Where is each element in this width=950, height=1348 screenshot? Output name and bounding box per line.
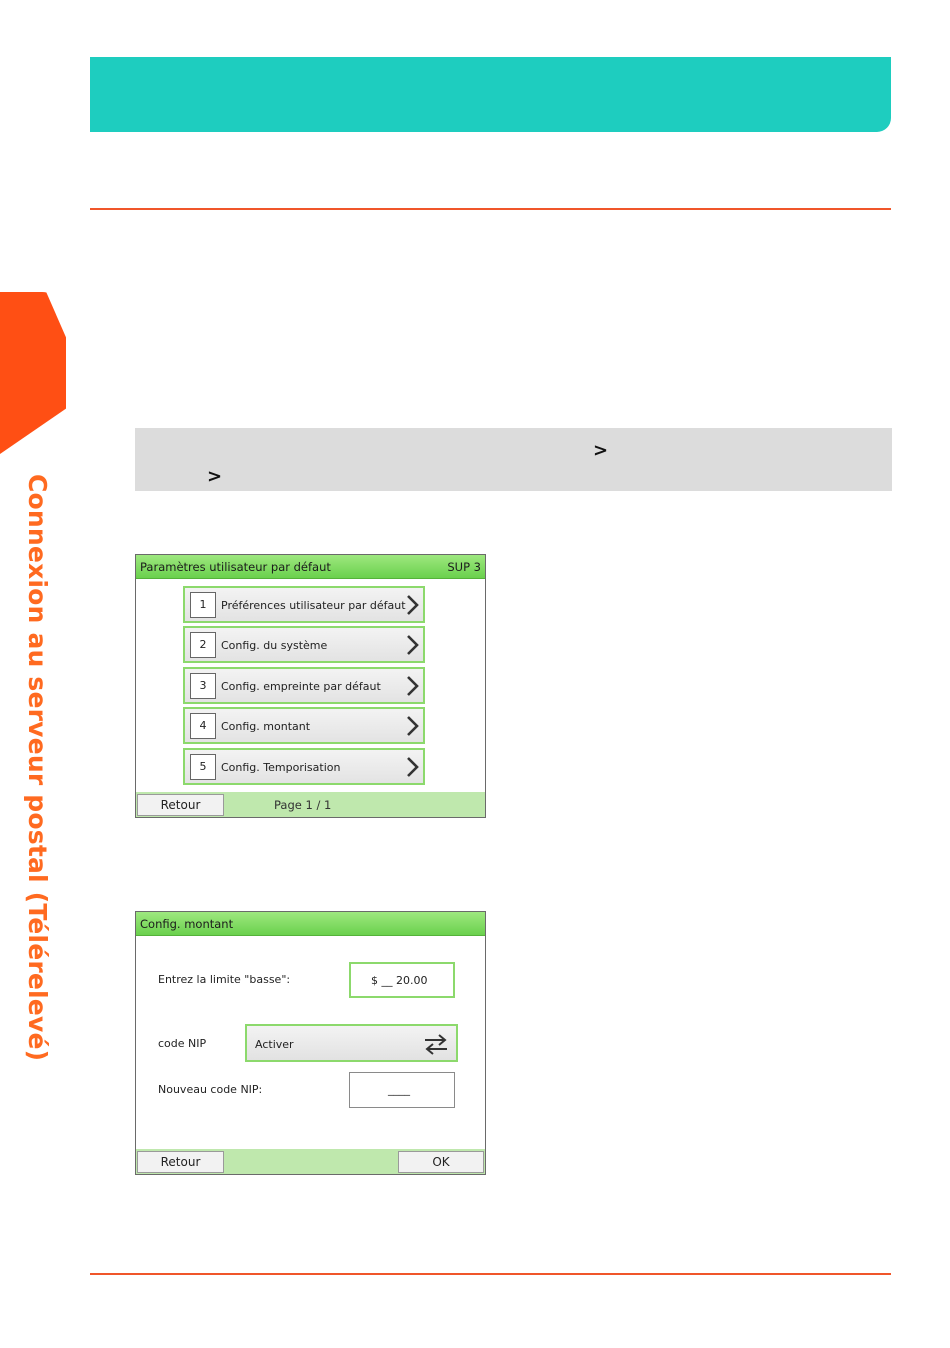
screen-title: Paramètres utilisateur par défaut bbox=[140, 560, 331, 574]
menu-item-user-preferences[interactable] bbox=[183, 586, 425, 623]
new-pin-input[interactable]: ____ bbox=[349, 1072, 455, 1108]
screen-footer bbox=[136, 792, 485, 817]
screen-title: Config. montant bbox=[140, 917, 234, 931]
top-divider bbox=[90, 208, 891, 210]
menu-item-number: 3 bbox=[190, 673, 216, 699]
back-button[interactable]: Retour bbox=[137, 794, 224, 816]
chapter-tab bbox=[0, 292, 66, 454]
menu-item-number: 1 bbox=[190, 592, 216, 618]
menu-item-label: Config. empreinte par défaut bbox=[221, 680, 381, 693]
back-button[interactable]: Retour bbox=[137, 1151, 224, 1173]
path-separator-2: > bbox=[207, 466, 223, 487]
screen-footer bbox=[136, 1149, 485, 1174]
chevron-right-icon bbox=[405, 675, 419, 697]
page-indicator: Page 1 / 1 bbox=[274, 798, 332, 812]
chevron-right-icon bbox=[405, 594, 419, 616]
screen-header bbox=[136, 555, 485, 579]
menu-item-label: Config. du système bbox=[221, 639, 328, 652]
menu-item-number: 2 bbox=[190, 632, 216, 658]
pin-code-label: code NIP bbox=[158, 1037, 207, 1050]
path-separator-1: > bbox=[593, 440, 609, 461]
chevron-right-icon bbox=[405, 756, 419, 778]
swap-arrows-icon bbox=[422, 1032, 450, 1056]
screen-default-user-settings bbox=[135, 554, 486, 818]
menu-item-timeout-config[interactable] bbox=[183, 748, 425, 785]
new-pin-label: Nouveau code NIP: bbox=[158, 1083, 263, 1096]
menu-item-number: 5 bbox=[190, 754, 216, 780]
menu-item-label: Préférences utilisateur par défaut bbox=[221, 599, 406, 612]
menu-item-label: Config. Temporisation bbox=[221, 761, 341, 774]
pin-code-toggle-value: Activer bbox=[255, 1038, 294, 1051]
low-limit-input[interactable]: $ __ 20.00 bbox=[349, 962, 455, 998]
chapter-title: Connexion au serveur postal (Télérelevé) bbox=[23, 474, 52, 1062]
menu-item-number: 4 bbox=[190, 713, 216, 739]
screen-code: SUP 3 bbox=[447, 560, 481, 574]
menu-item-system-config[interactable] bbox=[183, 626, 425, 663]
navigation-path-bar bbox=[135, 428, 892, 491]
low-limit-label: Entrez la limite "basse": bbox=[158, 973, 291, 986]
chevron-right-icon bbox=[405, 634, 419, 656]
menu-item-label: Config. montant bbox=[221, 720, 311, 733]
ok-button[interactable]: OK bbox=[398, 1151, 484, 1173]
pin-code-toggle[interactable] bbox=[245, 1024, 458, 1062]
chevron-right-icon bbox=[405, 715, 419, 737]
bottom-divider bbox=[90, 1273, 891, 1275]
screen-amount-config bbox=[135, 911, 486, 1175]
menu-item-imprint-config[interactable] bbox=[183, 667, 425, 704]
screen-header bbox=[136, 912, 485, 936]
menu-item-amount-config[interactable] bbox=[183, 707, 425, 744]
header-banner bbox=[90, 57, 891, 132]
